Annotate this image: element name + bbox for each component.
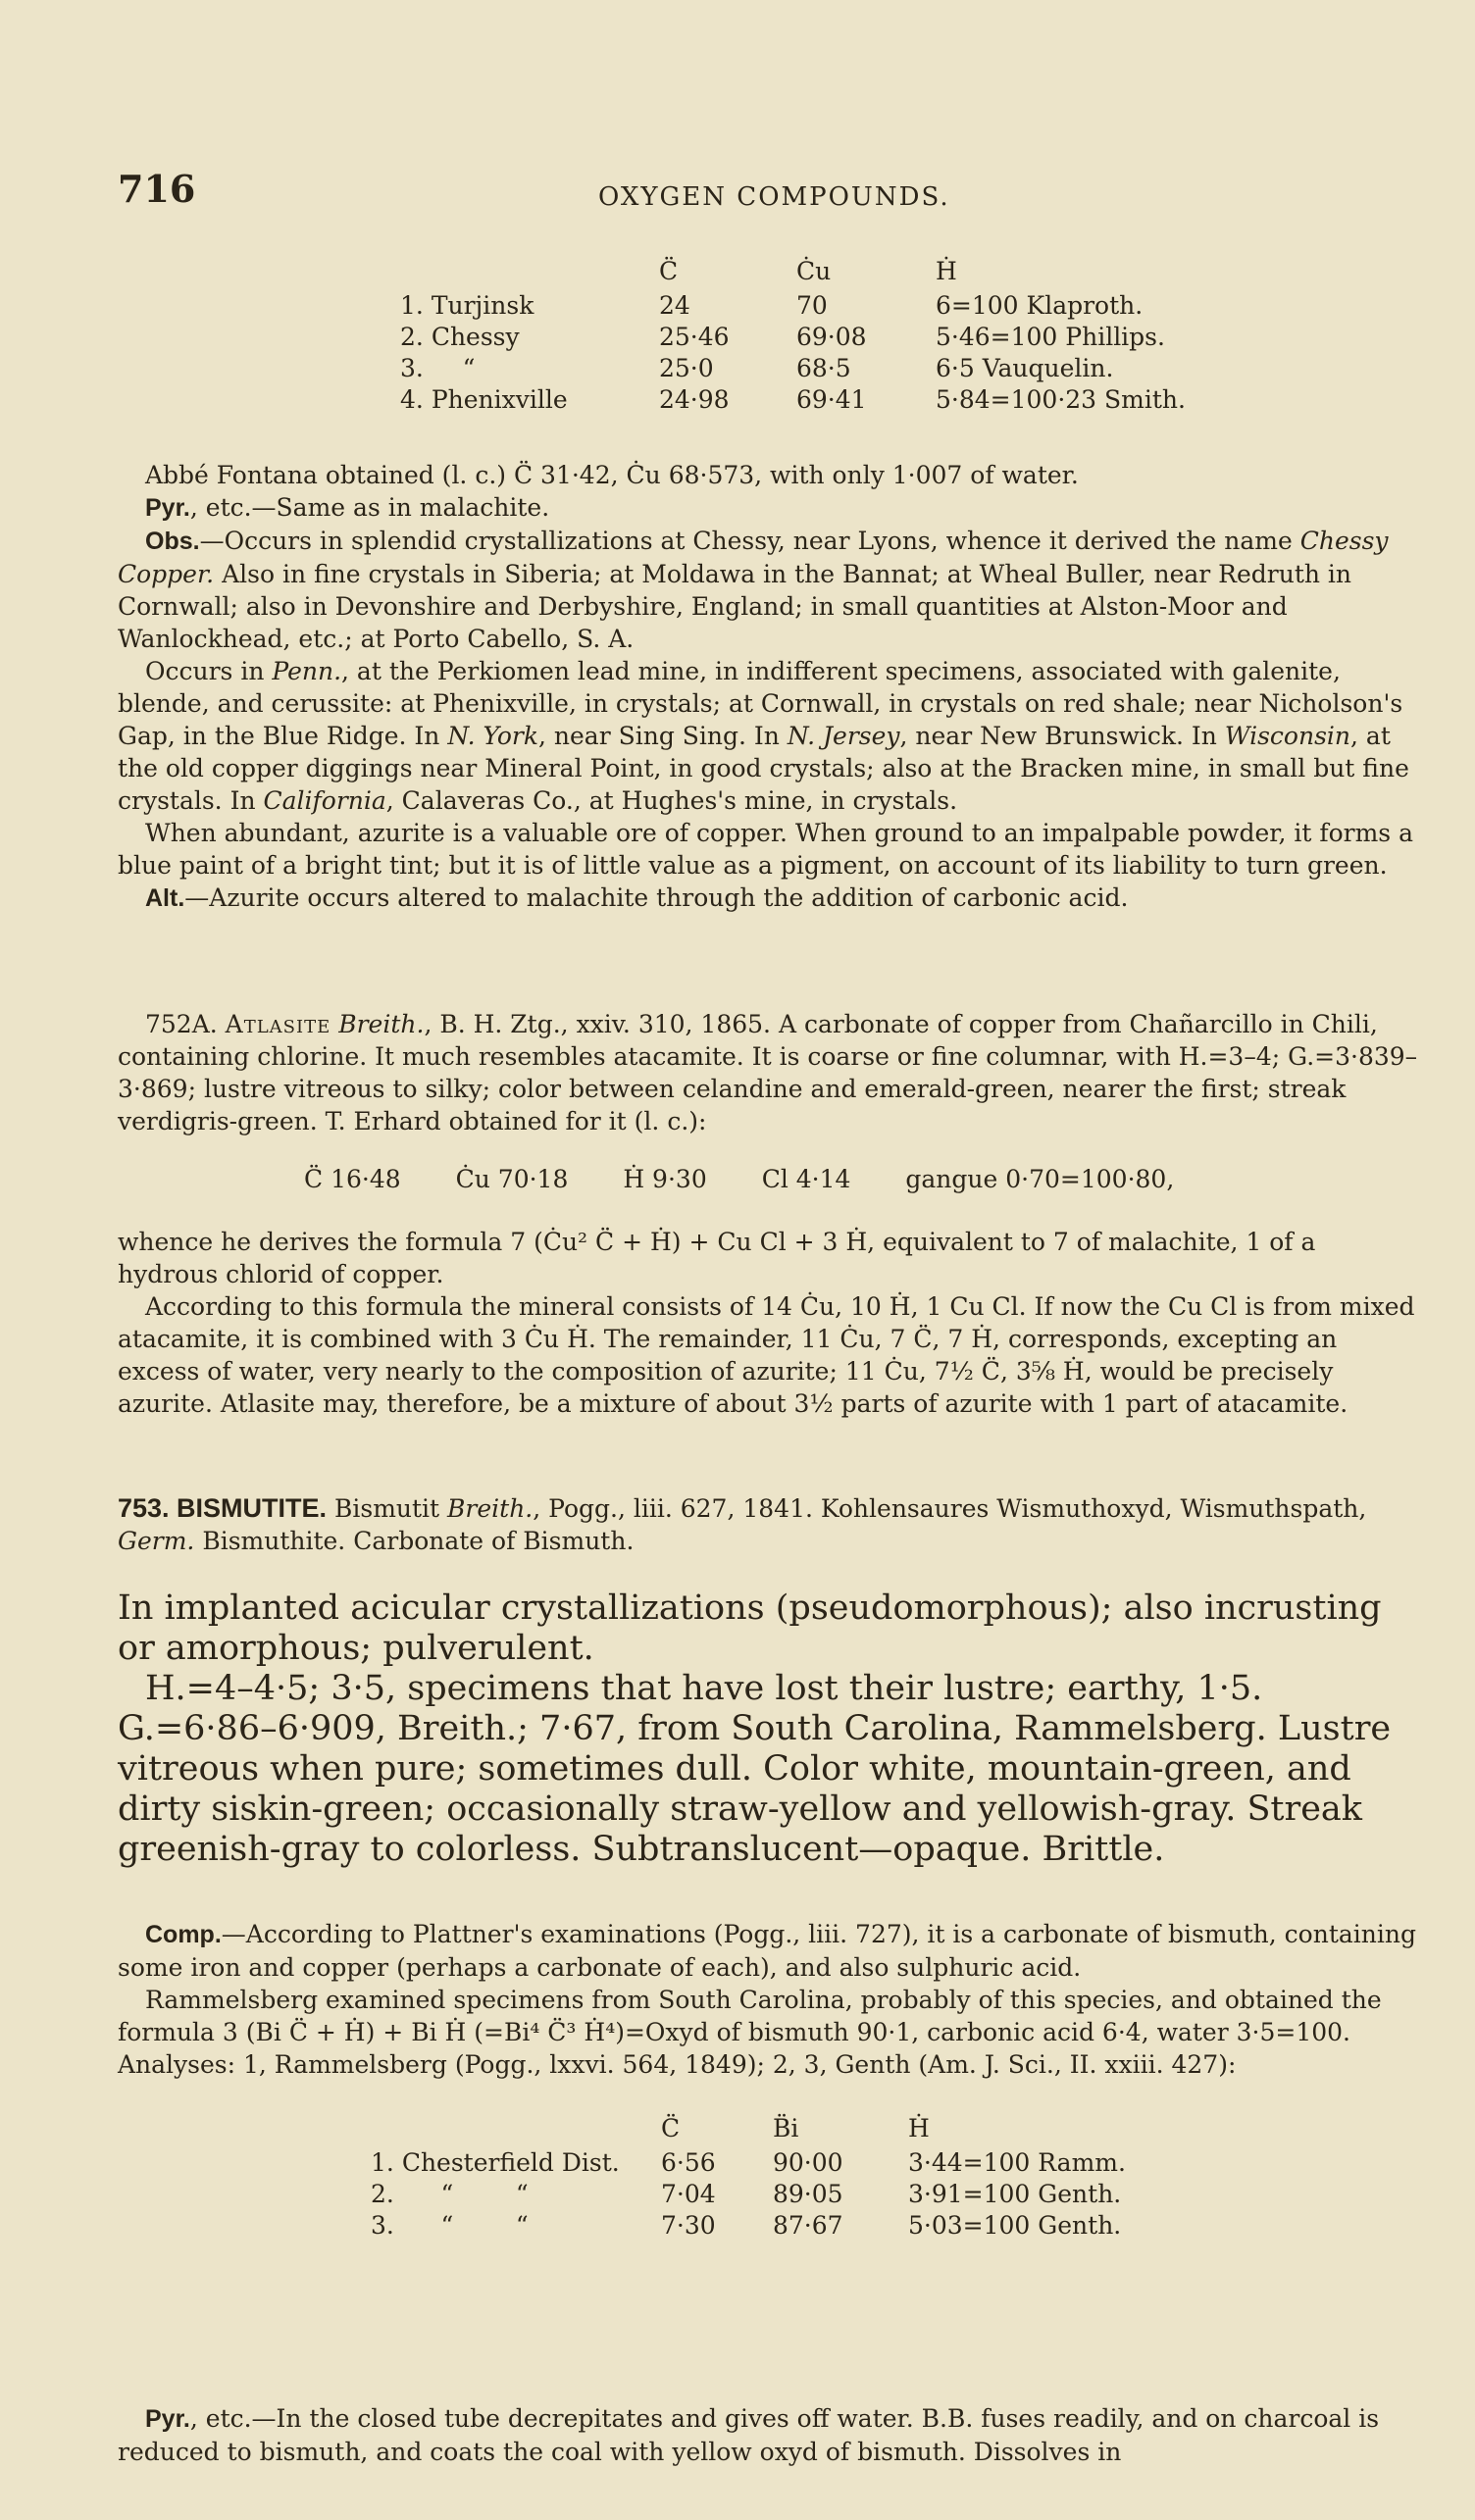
comp-paragraph xyxy=(118,1918,1422,1984)
according-paragraph: According to this formula the mineral consists of 14 Ċu, 10 Ḣ, 1 Cu Cl. If now the Cu Cl is from mixed atacamite, it is combined with 3 Ċu Ḣ. The remainder, 11 Ċu, 7 C̈, 7 Ḣ, corresponds, excepting an excess of water, very nearly to the composition of azurite; 11 Ċu, 7½ C̈, 3⅝ Ḣ, would be precisely azurite. Atlasite may, therefore, be a mixture of about 3½ parts of azurite with 1 part of atacamite. xyxy=(118,1292,1415,1418)
occ-text: , at the Perkiomen lead mine, in indifferent specimens, associated with galenite, blende, and cerussite: at Phenixville, in crystals; at Cornwall, in crystals on red shale; near Nicholson's Gap, in the Blue Ridge. In xyxy=(118,657,1403,750)
table-row xyxy=(371,2211,1126,2243)
entry-title: 753. BISMUTITE. xyxy=(118,1493,328,1523)
locality: “ “ xyxy=(440,2211,529,2240)
cell-bi: 89·05 xyxy=(773,2180,843,2208)
occ-text: , at the old copper diggings near Mineral Point, in good crystals; also at the Bracken mine, in small but fine crystals. In xyxy=(118,722,1409,815)
atlasite-paragraph xyxy=(118,1008,1422,1137)
table-row xyxy=(371,2148,1126,2180)
bismutite-description xyxy=(118,1588,1422,1870)
mineral-name: Atlasite xyxy=(225,1010,331,1038)
atlasite-ref: , B. H. Ztg., xxiv. 310, 1865. A carbonate of copper from Chañarcillo in Chili, containing chlorine. It much resembles atacamite. It is coarse or fine columnar, with H.=3–4; G.=3·839–3·869; lustre vitreous to silky; color between celandine and emerald-green, nearer the first; streak verdigris-green. T. Erhard obtained for it (l. c.): xyxy=(118,1010,1418,1135)
page-header xyxy=(118,167,1363,226)
cell-c: 6·56 xyxy=(661,2148,716,2177)
locality: Turjinsk xyxy=(431,291,534,320)
obs-label: Obs. xyxy=(145,528,200,555)
column-header: Ċu xyxy=(796,257,832,285)
bismutite-analysis-table xyxy=(371,2114,1126,2243)
formula-term: Ċu 70·18 xyxy=(455,1165,569,1193)
locality: “ “ xyxy=(440,2180,529,2208)
cell-c: 7·30 xyxy=(661,2211,716,2240)
row-number: 3. xyxy=(371,2211,394,2240)
table-header-row xyxy=(371,2114,1126,2148)
synonym-text: , Pogg., liii. 627, 1841. Kohlensaures Wismuthoxyd, Wismuthspath, xyxy=(533,1494,1367,1523)
synonym-text: Bismutit xyxy=(327,1494,448,1523)
germ-label: Germ. xyxy=(118,1527,195,1555)
place-wisconsin: Wisconsin xyxy=(1224,722,1351,750)
locality: Chessy xyxy=(431,323,520,351)
obs-text: Also in fine crystals in Siberia; at Moldawa in the Bannat; at Wheal Buller, near Redruth in Cornwall; also in Devonshire and Derbyshire, England; in small quantities at Alston-Moor and Wanlockhead, etc.; at Porto Cabello, S. A. xyxy=(118,560,1352,653)
cell-h: 6·5 Vauquelin. xyxy=(936,354,1114,382)
abundant-paragraph: When abundant, azurite is a valuable ore of copper. When ground to an impalpable powder, it forms a blue paint of a bright tint; but it is of little value as a pigment, on account of its liability to turn green. xyxy=(118,819,1413,880)
physical-properties: H.=4–4·5; 3·5, specimens that have lost their lustre; earthy, 1·5. G.=6·86–6·909, Breith.; 7·67, from South Carolina, Rammelsberg. Lustre vitreous when pure; sometimes dull. Color white, mountain-green, and dirty siskin-green; occasionally straw-yellow and yellowish-gray. Streak greenish-gray to colorless. Subtranslucent—opaque. Brittle. xyxy=(118,1669,1392,1869)
atlasite-formula xyxy=(304,1165,1221,1193)
synonym-text: Bismuthite. Carbonate of Bismuth. xyxy=(194,1527,635,1555)
formula-term: gangue 0·70=100·80, xyxy=(905,1165,1175,1193)
entry-number: 752A. xyxy=(145,1010,218,1038)
comp-text: —According to Plattner's examinations (Pogg., liii. 727), it is a carbonate of bismuth, containing some iron and copper (perhaps a carbonate of each), and also sulphuric acid. xyxy=(118,1920,1416,1982)
table-row xyxy=(400,385,1186,417)
place-ny: N. York xyxy=(447,722,539,750)
bismutite-pyr xyxy=(118,2402,1422,2468)
column-header: C̈ xyxy=(661,2114,681,2142)
azurite-text xyxy=(118,459,1422,915)
occurrence-paragraph xyxy=(118,655,1422,817)
table-row xyxy=(400,323,1186,354)
table-header-row xyxy=(400,257,1186,291)
column-header: Ḣ xyxy=(908,2114,930,2142)
occ-text: Occurs in xyxy=(145,657,273,685)
cell-h: 5·03=100 Genth. xyxy=(908,2211,1122,2240)
bismutite-heading xyxy=(118,1492,1422,1557)
pyr-paragraph xyxy=(118,491,1422,525)
obs-text: —Occurs in splendid crystallizations at Chessy, near Lyons, whence it derived the name xyxy=(199,527,1300,555)
cell-bi: 90·00 xyxy=(773,2148,843,2177)
row-number: 1. xyxy=(371,2148,394,2177)
pyr-paragraph xyxy=(118,2402,1422,2468)
formula-term: Ḣ 9·30 xyxy=(623,1165,707,1193)
cell-c: 25·0 xyxy=(659,354,714,382)
alt-paragraph xyxy=(118,882,1422,915)
row-number: 1. xyxy=(400,291,424,320)
row-number: 2. xyxy=(371,2180,394,2208)
pyr-label: Pyr. xyxy=(145,494,190,522)
azurite-analysis-table xyxy=(400,257,1186,417)
table-row xyxy=(400,291,1186,323)
cell-h: 6=100 Klaproth. xyxy=(936,291,1144,320)
atlasite-discussion xyxy=(118,1226,1422,1420)
crystal-description: In implanted acicular crystallizations (pseudomorphous); also incrusting or amorphous; pulverulent. xyxy=(118,1588,1382,1668)
row-number: 2. xyxy=(400,323,424,351)
cell-c: 24·98 xyxy=(659,385,730,414)
comp-label: Comp. xyxy=(145,1921,222,1948)
cell-cu: 69·08 xyxy=(796,323,867,351)
locality: Phenixville xyxy=(431,385,568,414)
occ-text: , Calaveras Co., at Hughes's mine, in crystals. xyxy=(385,786,958,815)
author: Breith. xyxy=(338,1010,425,1038)
cell-h: 5·84=100·23 Smith. xyxy=(936,385,1186,414)
place-nj: N. Jersey xyxy=(787,722,900,750)
fontana-analysis: Abbé Fontana obtained (l. c.) C̈ 31·42, Ċu 68·573, with only 1·007 of water. xyxy=(145,461,1079,489)
author: Breith. xyxy=(447,1494,534,1523)
bismutite-title-line xyxy=(118,1492,1422,1557)
page-number: 716 xyxy=(118,167,196,211)
occ-text: , near Sing Sing. In xyxy=(538,722,788,750)
pyr-text: , etc.—In the closed tube decrepitates and gives off water. B.B. fuses readily, and on charcoal is reduced to bismuth, and coats the coal with yellow oxyd of bismuth. Dissolves in xyxy=(118,2404,1380,2466)
row-number: 3. xyxy=(400,354,424,382)
column-header: Ḣ xyxy=(936,257,957,285)
formula-term: C̈ 16·48 xyxy=(304,1165,401,1193)
cell-bi: 87·67 xyxy=(773,2211,843,2240)
running-title: OXYGEN COMPOUNDS. xyxy=(598,182,950,212)
formula-term: Cl 4·14 xyxy=(761,1165,851,1193)
column-header: C̈ xyxy=(659,257,679,285)
alt-label: Alt. xyxy=(145,884,185,912)
locality: Chesterfield Dist. xyxy=(401,2148,620,2177)
obs-paragraph xyxy=(118,525,1422,655)
alt-text: —Azurite occurs altered to malachite through the addition of carbonic acid. xyxy=(184,883,1129,912)
column-header: B̈i xyxy=(773,2114,799,2142)
cell-cu: 70 xyxy=(796,291,828,320)
pyr-text: , etc.—Same as in malachite. xyxy=(189,493,550,522)
locality: “ xyxy=(462,354,476,382)
cell-c: 25·46 xyxy=(659,323,730,351)
rammelsberg-paragraph: Rammelsberg examined specimens from South Carolina, probably of this species, and obtained the formula 3 (Bi C̈ + Ḣ) + Bi Ḣ (=Bi⁴ C̈³ Ḣ⁴)=Oxyd of bismuth 90·1, carbonic acid 6·4, water 3·5=100. Analyses: 1, Rammelsberg (Pogg., lxxvi. 564, 1849); 2, 3, Genth (Am. J. Sci., II. xxiii. 427): xyxy=(118,1986,1382,2079)
cell-c: 7·04 xyxy=(661,2180,716,2208)
cell-h: 5·46=100 Phillips. xyxy=(936,323,1165,351)
atlasite-entry xyxy=(118,1008,1422,1137)
table-row xyxy=(371,2180,1126,2211)
cell-h: 3·91=100 Genth. xyxy=(908,2180,1122,2208)
cell-c: 24 xyxy=(659,291,690,320)
cell-cu: 68·5 xyxy=(796,354,851,382)
pyr-label: Pyr. xyxy=(145,2405,190,2433)
row-number: 4. xyxy=(400,385,424,414)
cell-h: 3·44=100 Ramm. xyxy=(908,2148,1126,2177)
chessy-copper: Chessy Copper. xyxy=(118,527,1389,588)
occ-text: , near New Brunswick. In xyxy=(899,722,1225,750)
cell-cu: 69·41 xyxy=(796,385,867,414)
place-penn: Penn. xyxy=(272,657,342,685)
place-california: California xyxy=(263,786,386,815)
table-row xyxy=(400,354,1186,385)
formula-paragraph: whence he derives the formula 7 (Ċu² C̈ + Ḣ) + Cu Cl + 3 Ḣ, equivalent to 7 of malachite, 1 of a hydrous chlorid of copper. xyxy=(118,1228,1316,1288)
bismutite-composition xyxy=(118,1918,1422,2081)
